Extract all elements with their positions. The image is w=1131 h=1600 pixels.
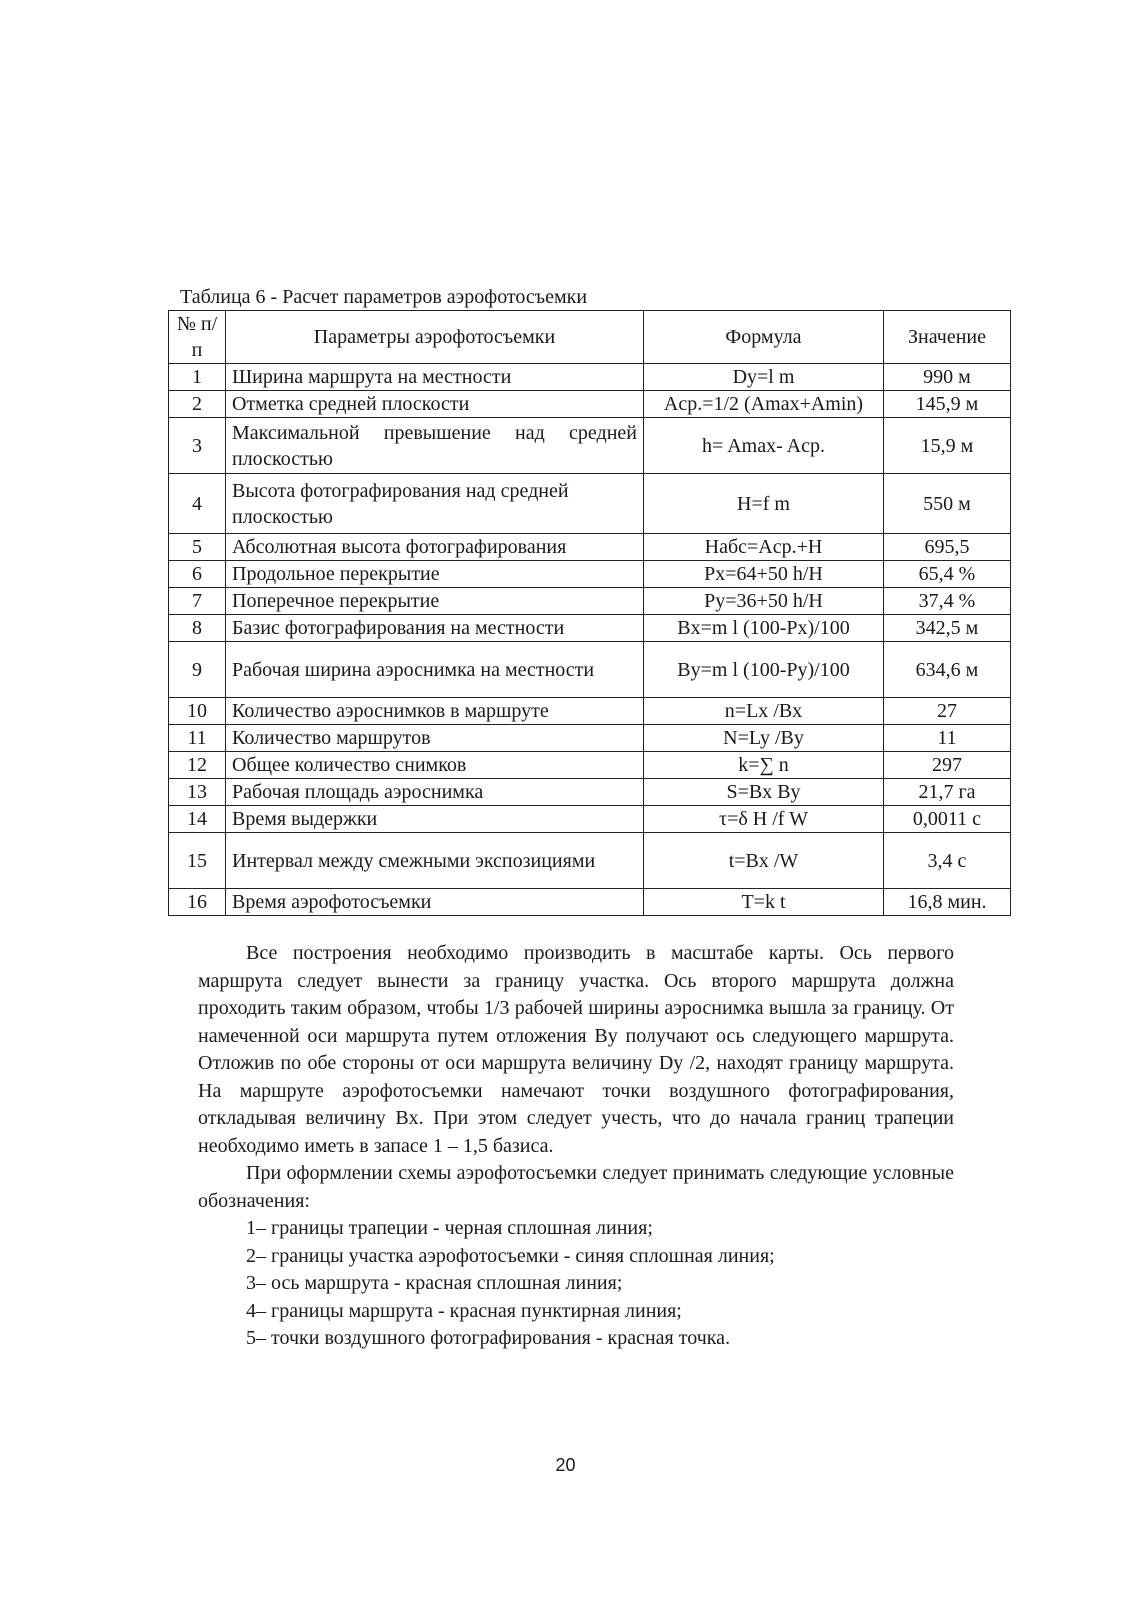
page-number: 20 (555, 1455, 576, 1475)
row-parameter: Рабочая ширина аэроснимка на местности (226, 642, 644, 698)
legend-list (198, 1215, 954, 1353)
header-value: Значение (884, 311, 1011, 364)
row-formula: τ=δ H /f W (644, 806, 884, 833)
paragraph-legend-intro: При оформлении схемы аэрофотосъемки следует принимать следующие условные обозначения: (198, 1162, 954, 1212)
row-formula: k=∑ n (644, 752, 884, 779)
row-parameter: Абсолютная высота фотографирования (226, 534, 644, 561)
table-row (169, 534, 1011, 561)
table-row (169, 561, 1011, 588)
row-formula: N=Ly /By (644, 725, 884, 752)
row-formula: Dy=l m (644, 364, 884, 391)
row-number: 11 (169, 725, 226, 752)
legend-item: 1– границы трапеции - черная сплошная линия; (246, 1217, 653, 1239)
row-formula: By=m l (100-Py)/100 (644, 642, 884, 698)
row-value: 11 (884, 725, 1011, 752)
row-number: 12 (169, 752, 226, 779)
row-formula: n=Lx /Bx (644, 698, 884, 725)
table-row (169, 364, 1011, 391)
row-formula: t=Bx /W (644, 833, 884, 889)
row-parameter: Отметка средней плоскости (226, 391, 644, 418)
table-row (169, 779, 1011, 806)
legend-item: 3– ось маршрута - красная сплошная линия; (246, 1272, 623, 1294)
legend-item: 4– границы маршрута - красная пунктирная линия; (246, 1299, 682, 1322)
row-number: 13 (169, 779, 226, 806)
row-formula: Bx=m l (100-Px)/100 (644, 615, 884, 642)
row-number: 9 (169, 642, 226, 698)
row-value: 0,0011 с (884, 806, 1011, 833)
row-value: 990 м (884, 364, 1011, 391)
header-number: № п/п (169, 311, 226, 364)
row-parameter: Максимальной превышение над средней плоскостью (226, 418, 644, 474)
row-number: 14 (169, 806, 226, 833)
row-parameter: Высота фотографирования над средней плоскостью (226, 474, 644, 534)
row-number: 1 (169, 364, 226, 391)
row-parameter: Интервал между смежными экспозициями (226, 833, 644, 889)
row-number: 6 (169, 561, 226, 588)
row-formula: S=Bx By (644, 779, 884, 806)
table-header-row (169, 311, 1011, 364)
row-value: 695,5 (884, 534, 1011, 561)
row-parameter: Количество маршрутов (226, 725, 644, 752)
legend-item: 2– границы участка аэрофотосъемки - синяя сплошная линия; (246, 1244, 775, 1267)
table-row (169, 418, 1011, 474)
legend-item: 5– точки воздушного фотографирования - красная точка. (246, 1327, 731, 1349)
row-number: 2 (169, 391, 226, 418)
row-formula: Aср.=1/2 (Amax+Amin) (644, 391, 884, 418)
parameters-table (168, 310, 1011, 916)
row-parameter: Базис фотографирования на местности (226, 615, 644, 642)
table-caption: Таблица 6 - Расчет параметров аэрофотосъемки (180, 286, 588, 308)
row-number: 16 (169, 889, 226, 916)
table-row (169, 806, 1011, 833)
table-row (169, 615, 1011, 642)
row-value: 342,5 м (884, 615, 1011, 642)
row-value: 16,8 мин. (884, 889, 1011, 916)
row-value: 65,4 % (884, 561, 1011, 588)
row-number: 15 (169, 833, 226, 889)
row-parameter: Время аэрофотосъемки (226, 889, 644, 916)
row-value: 145,9 м (884, 391, 1011, 418)
row-parameter: Время выдержки (226, 806, 644, 833)
row-formula: Px=64+50 h/H (644, 561, 884, 588)
row-number: 7 (169, 588, 226, 615)
table-row (169, 833, 1011, 889)
row-formula: H=f m (644, 474, 884, 534)
body-text (198, 940, 954, 1353)
row-number: 4 (169, 474, 226, 534)
row-value: 15,9 м (884, 418, 1011, 474)
row-value: 27 (884, 698, 1011, 725)
row-value: 3,4 с (884, 833, 1011, 889)
header-formula: Формула (644, 311, 884, 364)
row-formula: h= Amax- Aср. (644, 418, 884, 474)
row-number: 8 (169, 615, 226, 642)
row-formula: Hабс=Aср.+H (644, 534, 884, 561)
table-row (169, 889, 1011, 916)
row-number: 3 (169, 418, 226, 474)
table-row (169, 752, 1011, 779)
row-number: 10 (169, 698, 226, 725)
row-value: 550 м (884, 474, 1011, 534)
row-parameter: Ширина маршрута на местности (226, 364, 644, 391)
row-parameter: Общее количество снимков (226, 752, 644, 779)
row-value: 21,7 га (884, 779, 1011, 806)
row-parameter: Продольное перекрытие (226, 561, 644, 588)
row-value: 37,4 % (884, 588, 1011, 615)
row-formula: T=k t (644, 889, 884, 916)
row-parameter: Количество аэроснимков в маршруте (226, 698, 644, 725)
table-row (169, 725, 1011, 752)
row-number: 5 (169, 534, 226, 561)
table-row (169, 698, 1011, 725)
table-row (169, 391, 1011, 418)
paragraph-construction: Все построения необходимо производить в масштабе карты. Ось первого маршрута следует вынести за границу участка. Ось второго маршрута должна проходить таким образом, чтобы 1/3 рабочей ширины аэроснимка вышла за границу. От намеченной оси маршрута путем отложения By получают ось следующего маршрута. Отложив по обе стороны от оси маршрута величину Dy /2, находят границу маршрута. На маршруте аэрофотосъемки намечают точки воздушного фотографирования, откладывая величину Bx. При этом следует учесть, что до начала границ трапеции необходимо иметь в запасе 1 – 1,5 базиса. (198, 942, 954, 1157)
row-parameter: Рабочая площадь аэроснимка (226, 779, 644, 806)
table-row (169, 642, 1011, 698)
row-value: 297 (884, 752, 1011, 779)
header-parameter: Параметры аэрофотосъемки (226, 311, 644, 364)
table-row (169, 588, 1011, 615)
row-value: 634,6 м (884, 642, 1011, 698)
row-formula: Py=36+50 h/H (644, 588, 884, 615)
row-parameter: Поперечное перекрытие (226, 588, 644, 615)
table-row (169, 474, 1011, 534)
